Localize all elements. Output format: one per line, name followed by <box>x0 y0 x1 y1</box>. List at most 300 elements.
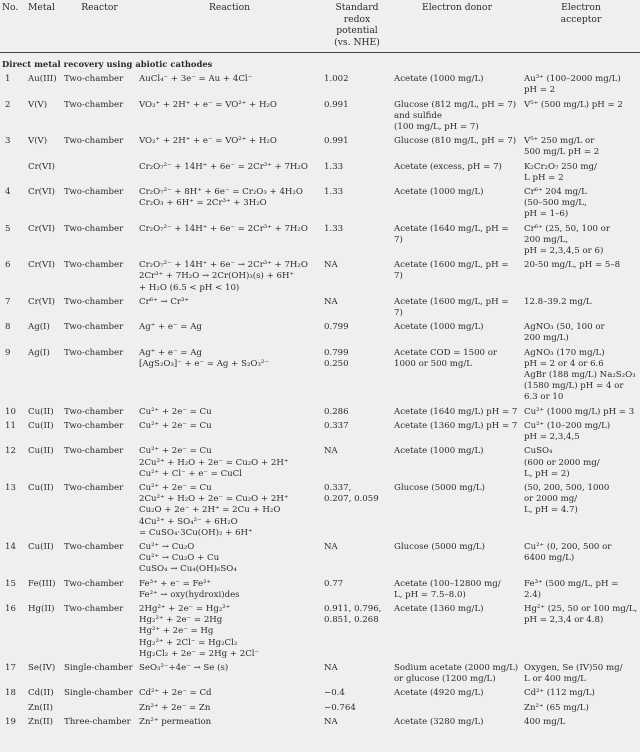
cell-reactor: Two-chamber <box>64 406 124 417</box>
cell-acceptor-line: Hg²⁺ (25, 50 or 100 mg/L, <box>524 603 638 614</box>
cell-donor <box>392 687 522 701</box>
cell-donor <box>392 296 522 321</box>
table-row <box>0 482 640 541</box>
cell-reaction-line: Cu²⁺ + 2e⁻ = Cu <box>139 420 212 431</box>
cell-donor-line: Acetate COD = 1500 or <box>394 347 498 358</box>
cell-acceptor-line: K₂Cr₂O₇ 250 mg/ <box>524 161 597 172</box>
cell-donor-line: (100 mg/L, pH = 7) <box>394 122 479 133</box>
table-body <box>0 53 640 730</box>
cell-reaction-line: Cu²⁺ + Cl⁻ + e⁻ = CuCl <box>139 468 242 479</box>
cell-reaction-line: Cu²⁺ + 2e⁻ = Cu <box>139 406 212 417</box>
cell-no: 1 <box>5 74 11 85</box>
cell-donor <box>392 223 522 260</box>
cell-reaction <box>137 702 322 716</box>
header-potential-line: (vs. NHE) <box>334 36 380 48</box>
cell-reaction-line: Cr₂O₇²⁻ + 14H⁺ + 6e⁻ = 2Cr³⁺ + 7H₂O <box>139 161 308 172</box>
cell-donor-line: Acetate (1360 mg/L) <box>394 603 484 614</box>
cell-no: 16 <box>5 603 16 614</box>
cell-acceptor-line: pH = 2,3,4,5 or 6) <box>524 246 604 257</box>
cell-acceptor-line: AgNO₃ (170 mg/L) <box>524 347 605 358</box>
table-row <box>0 135 640 160</box>
cell-reaction-line: Zn²⁺ + 2e⁻ = Zn <box>139 702 211 713</box>
cell-reactor: Two-chamber <box>64 482 124 493</box>
cell-acceptor-line: L, pH = 4.7) <box>524 505 578 516</box>
cell-acceptor <box>522 662 640 687</box>
cell-metal: Ag(I) <box>28 347 50 358</box>
cell-acceptor-line: V⁵⁺ (500 mg/L) pH = 2 <box>524 99 623 110</box>
cell-reactor: Two-chamber <box>64 347 124 358</box>
table-row <box>0 296 640 321</box>
header-metal: Metal <box>26 0 62 53</box>
cell-acceptor-line: Cd²⁺ (112 mg/L) <box>524 688 595 699</box>
cell-potential-line: 0.77 <box>324 578 344 589</box>
cell-reaction <box>137 662 322 687</box>
cell-donor-line: Acetate (100–12800 mg/ <box>394 578 501 589</box>
cell-metal: Hg(II) <box>28 603 55 614</box>
cell-acceptor-line: AgBr (188 mg/L) Na₂S₂O₃ <box>524 370 636 381</box>
cell-no: 9 <box>5 347 11 358</box>
cell-acceptor-line: 500 mg/L pH = 2 <box>524 147 600 158</box>
cell-reaction-line: Fe²⁺ → oxy(hydroxi)des <box>139 589 240 600</box>
header-reactor: Reactor <box>62 0 137 53</box>
cell-potential <box>322 259 392 296</box>
cell-reaction-line: Cu²⁺ → Cu₂O <box>139 541 195 552</box>
cell-reaction <box>137 420 322 445</box>
cell-potential-line: −0.4 <box>324 688 345 699</box>
cell-metal: V(V) <box>28 136 48 147</box>
cell-reaction-line: Cu²⁺ + 2e⁻ = Cu <box>139 482 212 493</box>
table-row <box>0 99 640 136</box>
cell-donor <box>392 603 522 662</box>
table-row <box>0 161 640 186</box>
cell-potential <box>322 99 392 136</box>
cell-potential-line: NA <box>324 296 338 307</box>
cell-reaction <box>137 347 322 406</box>
table-row <box>0 420 640 445</box>
cell-no: 14 <box>5 541 16 552</box>
cell-acceptor-line: pH = 2,3,4 or 4.8) <box>524 615 604 626</box>
cell-reaction-line: Cr₂O₇²⁻ + 14H⁺ + 6e⁻ → 2Cr³⁺ + 7H₂O <box>139 260 308 271</box>
cell-no <box>0 161 26 186</box>
cell-reactor: Single-chamber <box>64 688 133 699</box>
table-row <box>0 406 640 420</box>
cell-acceptor <box>522 135 640 160</box>
cell-donor <box>392 420 522 445</box>
cell-reaction <box>137 135 322 160</box>
cell-donor <box>392 578 522 603</box>
cell-metal: Cr(VI) <box>28 260 55 271</box>
cell-metal: Zn(II) <box>28 716 54 727</box>
table-row <box>0 445 640 482</box>
cell-no: 19 <box>5 716 16 727</box>
cell-donor <box>392 321 522 346</box>
cell-potential-line: NA <box>324 260 338 271</box>
header-potential <box>322 0 392 53</box>
cell-acceptor-line: Cr⁶⁺ (25, 50, 100 or <box>524 223 610 234</box>
cell-donor-line: Glucose (812 mg/L, pH = 7) <box>394 99 517 110</box>
cell-reaction <box>137 186 322 223</box>
cell-metal: Zn(II) <box>28 702 54 713</box>
table-row <box>0 259 640 296</box>
cell-potential <box>322 135 392 160</box>
cell-potential-line: 1.002 <box>324 74 349 85</box>
cell-acceptor-line: Oxygen, Se (IV)50 mg/ <box>524 662 623 673</box>
cell-potential-line: 0.250 <box>324 358 349 369</box>
cell-reaction-line: Cu²⁺ + 2e⁻ = Cu <box>139 446 212 457</box>
cell-potential <box>322 223 392 260</box>
cell-potential-line: NA <box>324 541 338 552</box>
cell-donor-line: Acetate (4920 mg/L) <box>394 688 484 699</box>
table-row <box>0 186 640 223</box>
cell-potential <box>322 482 392 541</box>
cell-reactor: Two-chamber <box>64 578 124 589</box>
cell-reaction <box>137 161 322 186</box>
cell-metal: Cr(VI) <box>28 296 55 307</box>
cell-potential <box>322 603 392 662</box>
section-row <box>0 53 640 74</box>
cell-metal: Se(IV) <box>28 662 56 673</box>
cell-reaction <box>137 541 322 578</box>
cell-reaction-line: Hg₂²⁺ + 2Cl⁻ = Hg₂Cl₂ <box>139 637 238 648</box>
cell-acceptor <box>522 161 640 186</box>
cell-metal: Cd(II) <box>28 688 54 699</box>
cell-potential <box>322 420 392 445</box>
cell-metal: Cr(VI) <box>28 223 55 234</box>
cell-reaction-line: Ag⁺ + e⁻ = Ag <box>139 347 202 358</box>
cell-acceptor-line: 400 mg/L <box>524 716 566 727</box>
cell-potential <box>322 716 392 730</box>
cell-no: 4 <box>5 187 11 198</box>
cell-no: 7 <box>5 296 11 307</box>
table-row <box>0 321 640 346</box>
cell-reaction-line: Cu₂O + 2e⁻ + 2H⁺ = 2Cu + H₂O <box>139 505 281 516</box>
cell-reaction-line: + H₂O (6.5 < pH < 10) <box>139 282 240 293</box>
cell-potential-line: 0.991 <box>324 99 349 110</box>
cell-donor <box>392 99 522 136</box>
cell-acceptor <box>522 406 640 420</box>
cell-acceptor <box>522 687 640 701</box>
header-acceptor <box>522 0 640 53</box>
cell-potential-line: 0.991 <box>324 136 349 147</box>
cell-acceptor <box>522 603 640 662</box>
cell-potential-line: 1.33 <box>324 223 344 234</box>
section-title: Direct metal recovery using abiotic cathodes <box>2 59 213 69</box>
cell-potential <box>322 186 392 223</box>
header-no: No. <box>0 0 26 53</box>
header-potential-line: redox <box>343 13 371 25</box>
cell-potential-line: 0.207, 0.059 <box>324 494 379 505</box>
cell-donor-line: and sulfide <box>394 110 442 121</box>
cell-acceptor-line: 200 mg/L, <box>524 234 569 245</box>
cell-reaction-line: 2Cr³⁺ + 7H₂O → 2Cr(OH)₃(s) + 6H⁺ <box>139 271 295 282</box>
cell-acceptor-line: 6.3 or 10 <box>524 392 564 403</box>
cell-potential-line: 0.337 <box>324 420 349 431</box>
cell-reactor: Single-chamber <box>64 662 133 673</box>
cell-acceptor <box>522 482 640 541</box>
cell-no: 15 <box>5 578 16 589</box>
cell-acceptor-line: 200 mg/L) <box>524 333 569 344</box>
cell-acceptor <box>522 259 640 296</box>
cell-reaction <box>137 296 322 321</box>
cell-acceptor <box>522 702 640 716</box>
cell-reaction-line: 2Cu²⁺ + H₂O + 2e⁻ = Cu₂O + 2H⁺ <box>139 494 289 505</box>
cell-reactor: Two-chamber <box>64 446 124 457</box>
cell-reaction-line: Cr₂O₇²⁻ + 8H⁺ + 6e⁻ = Cr₂O₃ + 4H₂O <box>139 187 303 198</box>
cell-reaction <box>137 687 322 701</box>
cell-no: 2 <box>5 99 11 110</box>
cell-reaction-line: Cr⁶⁺ → Cr³⁺ <box>139 296 189 307</box>
cell-donor <box>392 73 522 98</box>
cell-no <box>0 702 26 716</box>
cell-acceptor-line: Cu²⁺ (0, 200, 500 or <box>524 541 612 552</box>
cell-reaction-line: Ag⁺ + e⁻ = Ag <box>139 322 202 333</box>
cell-acceptor <box>522 296 640 321</box>
table-row <box>0 687 640 701</box>
table-header <box>0 0 640 53</box>
cell-no: 10 <box>5 406 16 417</box>
cell-acceptor-line: pH = 2 or 4 or 6.6 <box>524 358 604 369</box>
cell-acceptor-line: CuSO₄ <box>524 446 553 457</box>
cell-acceptor-line: Cu²⁺ (1000 mg/L) pH = 3 <box>524 406 635 417</box>
cell-no: 17 <box>5 662 16 673</box>
cell-reaction <box>137 223 322 260</box>
cell-reaction-line: Zn²⁺ permeation <box>139 716 212 727</box>
cell-acceptor-line: AgNO₃ (50, 100 or <box>524 322 605 333</box>
cell-reactor: Two-chamber <box>64 541 124 552</box>
cell-reaction <box>137 603 322 662</box>
cell-potential <box>322 541 392 578</box>
cell-potential-line: 0.286 <box>324 406 349 417</box>
cell-acceptor-line: L pH = 2 <box>524 172 564 183</box>
cell-reaction-line: Hg²⁺ + 2e⁻ = Hg <box>139 626 214 637</box>
cell-acceptor-line: Zn²⁺ (65 mg/L) <box>524 702 589 713</box>
cell-no: 12 <box>5 446 16 457</box>
cell-metal: Cr(VI) <box>28 161 55 172</box>
cell-reaction-line: AuCl₄⁻ + 3e⁻ = Au + 4Cl⁻ <box>139 74 253 85</box>
cell-donor-line: Glucose (5000 mg/L) <box>394 482 485 493</box>
cell-acceptor <box>522 223 640 260</box>
cell-donor <box>392 406 522 420</box>
cell-reactor: Two-chamber <box>64 260 124 271</box>
cell-donor-line: Acetate (1600 mg/L, pH = 7) <box>394 296 509 319</box>
cell-reaction-line: 2Cu²⁺ + H₂O + 2e⁻ = Cu₂O + 2H⁺ <box>139 457 289 468</box>
cell-reaction-line: Cd²⁺ + 2e⁻ = Cd <box>139 688 212 699</box>
cell-reactor: Three-chamber <box>64 716 131 727</box>
cell-donor-line: or glucose (1200 mg/L) <box>394 674 496 685</box>
header-reaction: Reaction <box>137 0 322 53</box>
header-acceptor-line: acceptor <box>560 13 602 25</box>
cell-donor-line: L, pH = 7.5–8.0) <box>394 589 466 600</box>
cell-potential-line: NA <box>324 716 338 727</box>
cell-potential <box>322 73 392 98</box>
cell-reactor: Two-chamber <box>64 296 124 307</box>
cell-donor-line: Sodium acetate (2000 mg/L) <box>394 662 519 673</box>
cell-donor-line: Acetate (excess, pH = 7) <box>394 161 502 172</box>
cell-reaction-line: [AgS₂O₃]⁻ + e⁻ = Ag + S₂O₃²⁻ <box>139 358 269 369</box>
cell-donor-line: Acetate (1000 mg/L) <box>394 446 484 457</box>
cell-potential <box>322 578 392 603</box>
cell-acceptor-line: 20-50 mg/L, pH = 5–8 <box>524 260 621 271</box>
cell-potential-line: 0.799 <box>324 322 349 333</box>
cell-acceptor-line: Cu²⁺ (10–200 mg/L) <box>524 420 611 431</box>
cell-donor <box>392 482 522 541</box>
header-acceptor-line: Electron <box>561 2 601 13</box>
cell-donor-line: Acetate (1600 mg/L, pH = 7) <box>394 260 509 282</box>
table-row <box>0 578 640 603</box>
cell-reaction-line: Hg₂²⁺ + 2e⁻ = 2Hg <box>139 615 223 626</box>
cell-acceptor <box>522 445 640 482</box>
cell-reaction-line: Hg₂Cl₂ + 2e⁻ = 2Hg + 2Cl⁻ <box>139 648 260 659</box>
cell-metal: Au(III) <box>28 74 57 85</box>
cell-donor-line: Acetate (1640 mg/L) pH = 7 <box>394 406 518 417</box>
cell-no: 6 <box>5 260 11 271</box>
cell-reactor: Two-chamber <box>64 603 124 614</box>
header-donor: Electron donor <box>392 0 522 53</box>
cell-acceptor <box>522 347 640 406</box>
cell-donor <box>392 135 522 160</box>
cell-no: 13 <box>5 482 16 493</box>
cell-potential <box>322 406 392 420</box>
cell-reaction-line: CuSO₄ → Cu₄(OH)₆SO₄ <box>139 564 237 575</box>
cell-reactor: Two-chamber <box>64 136 124 147</box>
cell-donor-line: Glucose (810 mg/L, pH = 7) <box>394 136 517 147</box>
cell-potential-line: 0.799 <box>324 347 349 358</box>
cell-metal: Cu(II) <box>28 446 54 457</box>
cell-acceptor <box>522 541 640 578</box>
cell-donor-line: Acetate (1360 mg/L) pH = 7 <box>394 420 518 431</box>
cell-reaction-line: Fe³⁺ + e⁻ = Fe²⁺ <box>139 578 212 589</box>
cell-acceptor-line: (1580 mg/L) pH = 4 or <box>524 381 624 392</box>
cell-acceptor <box>522 578 640 603</box>
table-row <box>0 716 640 730</box>
cell-acceptor-line: (600 or 2000 mg/ <box>524 457 600 468</box>
cell-reactor <box>62 161 137 186</box>
cell-acceptor <box>522 716 640 730</box>
cell-reactor: Two-chamber <box>64 74 124 85</box>
cell-reactor: Two-chamber <box>64 322 124 333</box>
cell-metal: V(V) <box>28 99 48 110</box>
cell-donor <box>392 716 522 730</box>
cell-potential <box>322 662 392 687</box>
cell-acceptor-line: (50, 200, 500, 1000 <box>524 482 610 493</box>
cell-no: 11 <box>5 420 16 431</box>
cell-potential-line: −0.764 <box>324 702 356 713</box>
cell-reactor <box>62 702 137 716</box>
cell-potential <box>322 347 392 406</box>
table-row <box>0 73 640 98</box>
cell-potential <box>322 445 392 482</box>
cell-acceptor <box>522 73 640 98</box>
cell-potential-line: 1.33 <box>324 161 344 172</box>
cell-no: 8 <box>5 322 11 333</box>
cell-acceptor-line: 12.8–39.2 mg/L <box>524 296 592 307</box>
cell-reactor: Two-chamber <box>64 223 124 234</box>
cell-reaction <box>137 716 322 730</box>
cell-acceptor-line: pH = 1–6) <box>524 209 569 220</box>
cell-acceptor-line: Cr⁶⁺ 204 mg/L <box>524 187 587 198</box>
cell-donor-line: Acetate (1000 mg/L) <box>394 74 484 85</box>
cell-potential <box>322 296 392 321</box>
cell-reaction-line: VO₂⁺ + 2H⁺ + e⁻ = VO²⁺ + H₂O <box>139 136 277 147</box>
cell-reaction-line: Cu²⁺ → Cu₂O + Cu <box>139 553 220 564</box>
cell-donor <box>392 259 522 296</box>
header-potential-line: Standard <box>335 2 379 13</box>
cell-acceptor <box>522 186 640 223</box>
cell-potential-line: 0.851, 0.268 <box>324 615 379 626</box>
cell-donor <box>392 186 522 223</box>
cell-potential-line: 0.337, <box>324 482 352 493</box>
cell-metal: Ag(I) <box>28 322 50 333</box>
cell-metal: Cu(II) <box>28 541 54 552</box>
cell-reaction <box>137 99 322 136</box>
cell-potential <box>322 687 392 701</box>
cell-reaction <box>137 321 322 346</box>
cell-reactor: Two-chamber <box>64 99 124 110</box>
cell-metal: Cr(VI) <box>28 187 55 198</box>
cell-acceptor-line: pH = 2 <box>524 85 556 96</box>
cell-donor <box>392 161 522 186</box>
cell-reaction <box>137 406 322 420</box>
cell-donor <box>392 662 522 687</box>
table-row <box>0 702 640 716</box>
cell-donor <box>392 541 522 578</box>
cell-no: 5 <box>5 223 11 234</box>
cell-potential <box>322 702 392 716</box>
cell-donor <box>392 702 522 716</box>
cell-acceptor-line: L, pH = 2) <box>524 468 570 479</box>
cell-metal: Cu(II) <box>28 420 54 431</box>
cell-metal: Cu(II) <box>28 406 54 417</box>
table-row <box>0 347 640 406</box>
cell-donor-line: Acetate (1640 mg/L, pH = 7) <box>394 223 509 245</box>
cell-potential-line: NA <box>324 446 338 457</box>
cell-acceptor-line: 6400 mg/L) <box>524 553 575 564</box>
cell-reaction-line: Cr₂O₇²⁻ + 14H⁺ + 6e⁻ = 2Cr³⁺ + 7H₂O <box>139 223 308 234</box>
cell-acceptor-line: (50–500 mg/L, <box>524 198 587 209</box>
cell-potential-line: 1.33 <box>324 187 344 198</box>
cell-reaction-line: Cr₂O₃ + 6H⁺ = 2Cr³⁺ + 3H₂O <box>139 198 267 209</box>
cell-reaction <box>137 578 322 603</box>
cell-reaction <box>137 259 322 296</box>
table-row <box>0 662 640 687</box>
cell-acceptor-line: Fe³⁺ (500 mg/L, pH = 2.4) <box>524 578 619 600</box>
cell-acceptor <box>522 321 640 346</box>
cell-donor-line: Acetate (1000 mg/L) <box>394 187 484 198</box>
cell-acceptor-line: or 2000 mg/ <box>524 494 578 505</box>
table-row <box>0 223 640 260</box>
cell-reaction-line: 2Hg²⁺ + 2e⁻ = Hg₂²⁺ <box>139 603 231 614</box>
cell-reactor: Two-chamber <box>64 420 124 431</box>
cell-no: 18 <box>5 688 16 699</box>
cell-acceptor <box>522 420 640 445</box>
cell-acceptor-line: Au³⁺ (100–2000 mg/L) <box>524 74 621 85</box>
cell-donor-line: Acetate (1000 mg/L) <box>394 322 484 333</box>
cell-potential-line: 0.911, 0.796, <box>324 603 382 614</box>
cell-acceptor-line: V⁵⁺ 250 mg/L or <box>524 136 595 147</box>
cell-donor-line: 1000 or 500 mg/L <box>394 358 473 369</box>
cell-donor <box>392 445 522 482</box>
cell-reaction <box>137 482 322 541</box>
cell-reaction <box>137 73 322 98</box>
table-row <box>0 541 640 578</box>
cell-potential <box>322 161 392 186</box>
cell-reaction-line: SeO₃²⁻+4e⁻ → Se (s) <box>139 662 229 673</box>
cell-reaction-line: VO₂⁺ + 2H⁺ + e⁻ = VO²⁺ + H₂O <box>139 99 277 110</box>
cell-acceptor <box>522 99 640 136</box>
cell-reaction <box>137 445 322 482</box>
cell-acceptor-line: L or 400 mg/L <box>524 674 586 685</box>
cell-metal: Cu(II) <box>28 482 54 493</box>
